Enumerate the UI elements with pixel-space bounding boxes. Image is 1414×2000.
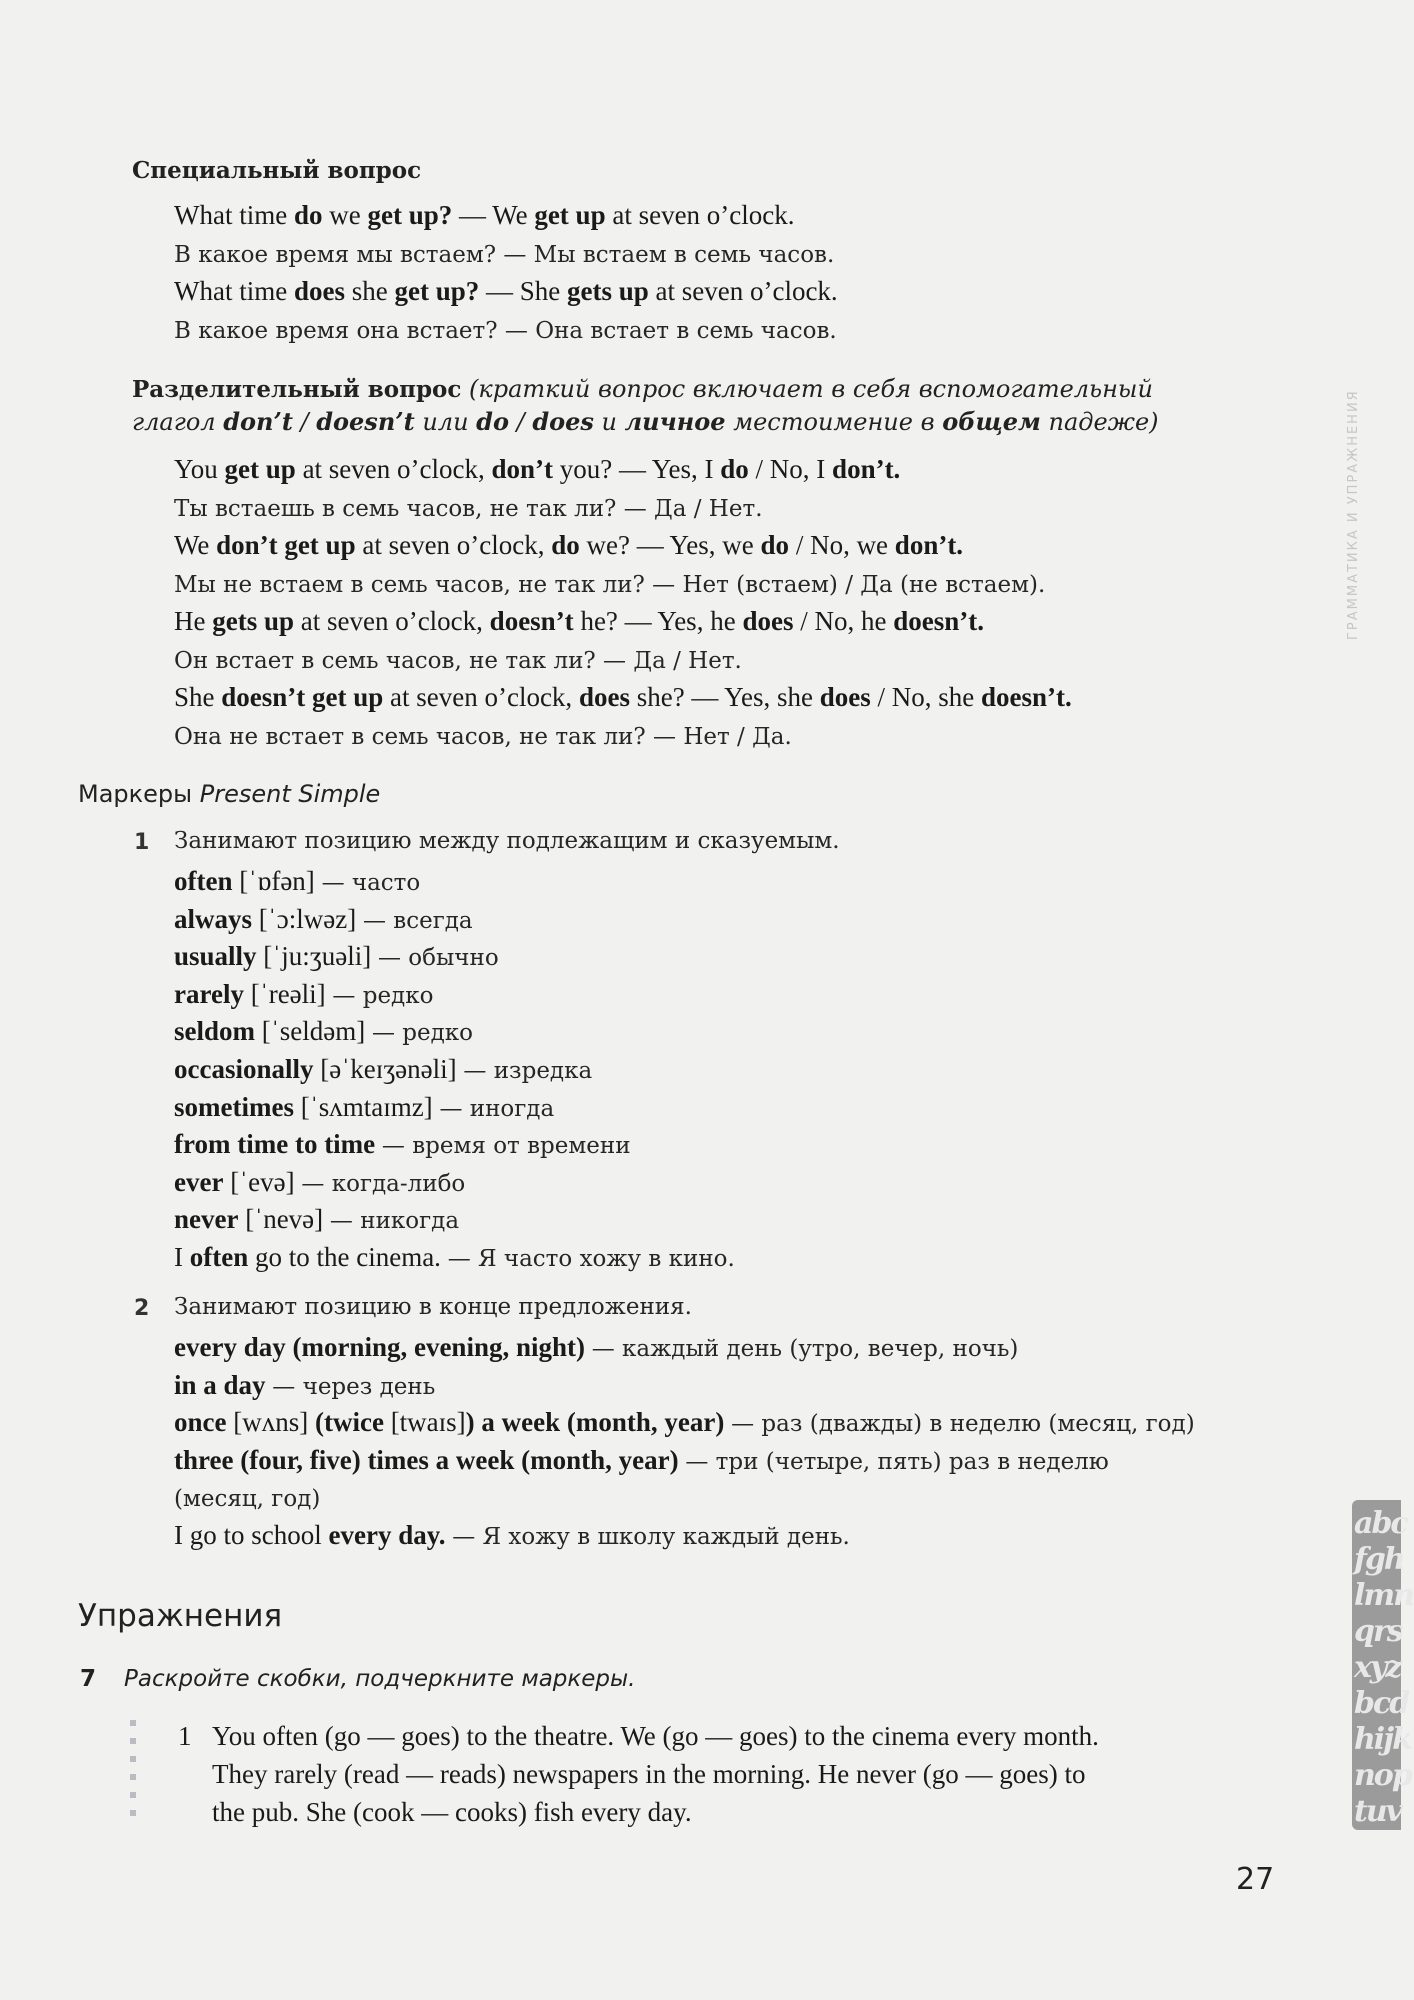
- tag-question-line-7: She doesn’t get up at seven o’clock, does she? — Yes, she does / No, she doesn’t.: [174, 682, 1072, 712]
- marker-1-line-4: rarely [ˈreəli] — редко: [174, 978, 434, 1009]
- special-question-line-2: В какое время мы встаем? — Мы встаем в семь часов.: [174, 242, 835, 268]
- marker-1-line-11: I often go to the cinema. — Я часто хожу в кино.: [174, 1242, 735, 1272]
- marker-1-line-10: never [ˈnevə] — никогда: [174, 1204, 460, 1235]
- exercise-task: [80, 1666, 636, 1692]
- exercise-task-number: 7: [80, 1666, 97, 1692]
- tag-question-line-1: You get up at seven o’clock, don’t you? — Yes, I do / No, I don’t.: [174, 454, 901, 484]
- special-question-heading: Специальный вопрос: [132, 157, 422, 184]
- page-number: 27: [1236, 1862, 1275, 1897]
- tag-question-line-6: Он встает в семь часов, не так ли? — Да / Нет.: [174, 648, 742, 674]
- exercise-task-text: Раскройте скобки, подчеркните маркеры.: [124, 1666, 636, 1692]
- marker-group-1-number: 1: [134, 830, 150, 855]
- tag-question-line-8: Она не встает в семь часов, не так ли? — Нет / Да.: [174, 724, 792, 750]
- side-calligraphy-art: abc fgh lmn qrs xyz bcd hijk nop tuv: [1352, 1500, 1401, 1830]
- marker-2-line-1: every day (morning, evening, night) — каждый день (утро, вечер, ночь): [174, 1332, 1019, 1362]
- marker-1-line-1: often [ˈɒfən] — часто: [174, 866, 421, 896]
- tag-question-line-5: He gets up at seven o’clock, doesn’t he? — Yes, he does / No, he doesn’t.: [174, 606, 984, 636]
- tag-question-line-2: Ты встаешь в семь часов, не так ли? — Да / Нет.: [174, 496, 763, 522]
- marker-2-line-6: I go to school every day. — Я хожу в школу каждый день.: [174, 1520, 850, 1550]
- exercise-item-line-2: They rarely (read — reads) newspapers in the morning. He never (go — goes) to: [212, 1759, 1086, 1789]
- marker-1-line-8: from time to time — время от времени: [174, 1129, 631, 1160]
- special-question-line-4: В какое время она встает? — Она встает в семь часов.: [174, 318, 837, 344]
- tag-question-note: Разделительный вопрос (краткий вопрос включает в себя вспомогательный глагол don’t / doesn’t или do / does и личное местоимение в общем падеже): [132, 375, 1159, 436]
- markers-title: [78, 780, 380, 808]
- section-side-label-text: ГРАММАТИКА И УПРАЖНЕНИЯ: [1346, 389, 1361, 640]
- marker-1-line-9: ever [ˈevə] — когда-либо: [174, 1166, 466, 1197]
- special-question-line-1: What time do we get up? — We get up at seven o’clock.: [174, 200, 795, 230]
- marker-1-line-5: seldom [ˈseldəm] — редко: [174, 1016, 473, 1047]
- marker-group-2-intro: Занимают позицию в конце предложения.: [174, 1294, 692, 1320]
- marker-2-line-4: three (four, five) times a week (month, year) — три (четыре, пять) раз в неделю: [174, 1444, 1109, 1475]
- exercise-item-line-1: You often (go — goes) to the theatre. We (go — goes) to the cinema every month.: [212, 1721, 1099, 1751]
- marker-2-line-5: (месяц, год): [174, 1486, 321, 1513]
- marker-2-line-2: in a day — через день: [174, 1369, 436, 1400]
- tag-question-line-4: Мы не встаем в семь часов, не так ли? — Нет (встаем) / Да (не встаем).: [174, 572, 1046, 598]
- marker-group-2-number: 2: [134, 1296, 150, 1321]
- exercise-item-number: 1: [178, 1721, 192, 1751]
- marker-1-line-2: always [ˈɔ:lwəz] — всегда: [174, 903, 473, 934]
- tag-question-line-3: We don’t get up at seven o’clock, do we? — Yes, we do / No, we don’t.: [174, 530, 964, 560]
- exercise-decor-dots: [130, 1720, 138, 1828]
- tag-question-heading: Разделительный вопрос: [132, 376, 462, 403]
- markers-title-italic: Present Simple: [199, 780, 381, 808]
- markers-title-plain: Маркеры: [78, 780, 200, 808]
- marker-1-line-7: sometimes [ˈsʌmtaɪmz] — иногда: [174, 1091, 555, 1122]
- exercises-title: Упражнения: [78, 1598, 283, 1634]
- marker-2-line-3: once [wʌns] (twice [twaɪs]) a week (month, year) — раз (дважды) в неделю (месяц, год): [174, 1407, 1195, 1438]
- exercise-item-line-3: the pub. She (cook — cooks) fish every day.: [212, 1797, 692, 1827]
- special-question-line-3: What time does she get up? — She gets up at seven o’clock.: [174, 276, 838, 306]
- marker-1-line-6: occasionally [əˈkeɪʒənəli] — изредка: [174, 1054, 593, 1084]
- marker-1-line-3: usually [ˈju:ʒuəli] — обычно: [174, 941, 499, 972]
- section-side-label: [1324, 300, 1361, 640]
- marker-group-1-intro: Занимают позицию между подлежащим и сказуемым.: [174, 828, 840, 854]
